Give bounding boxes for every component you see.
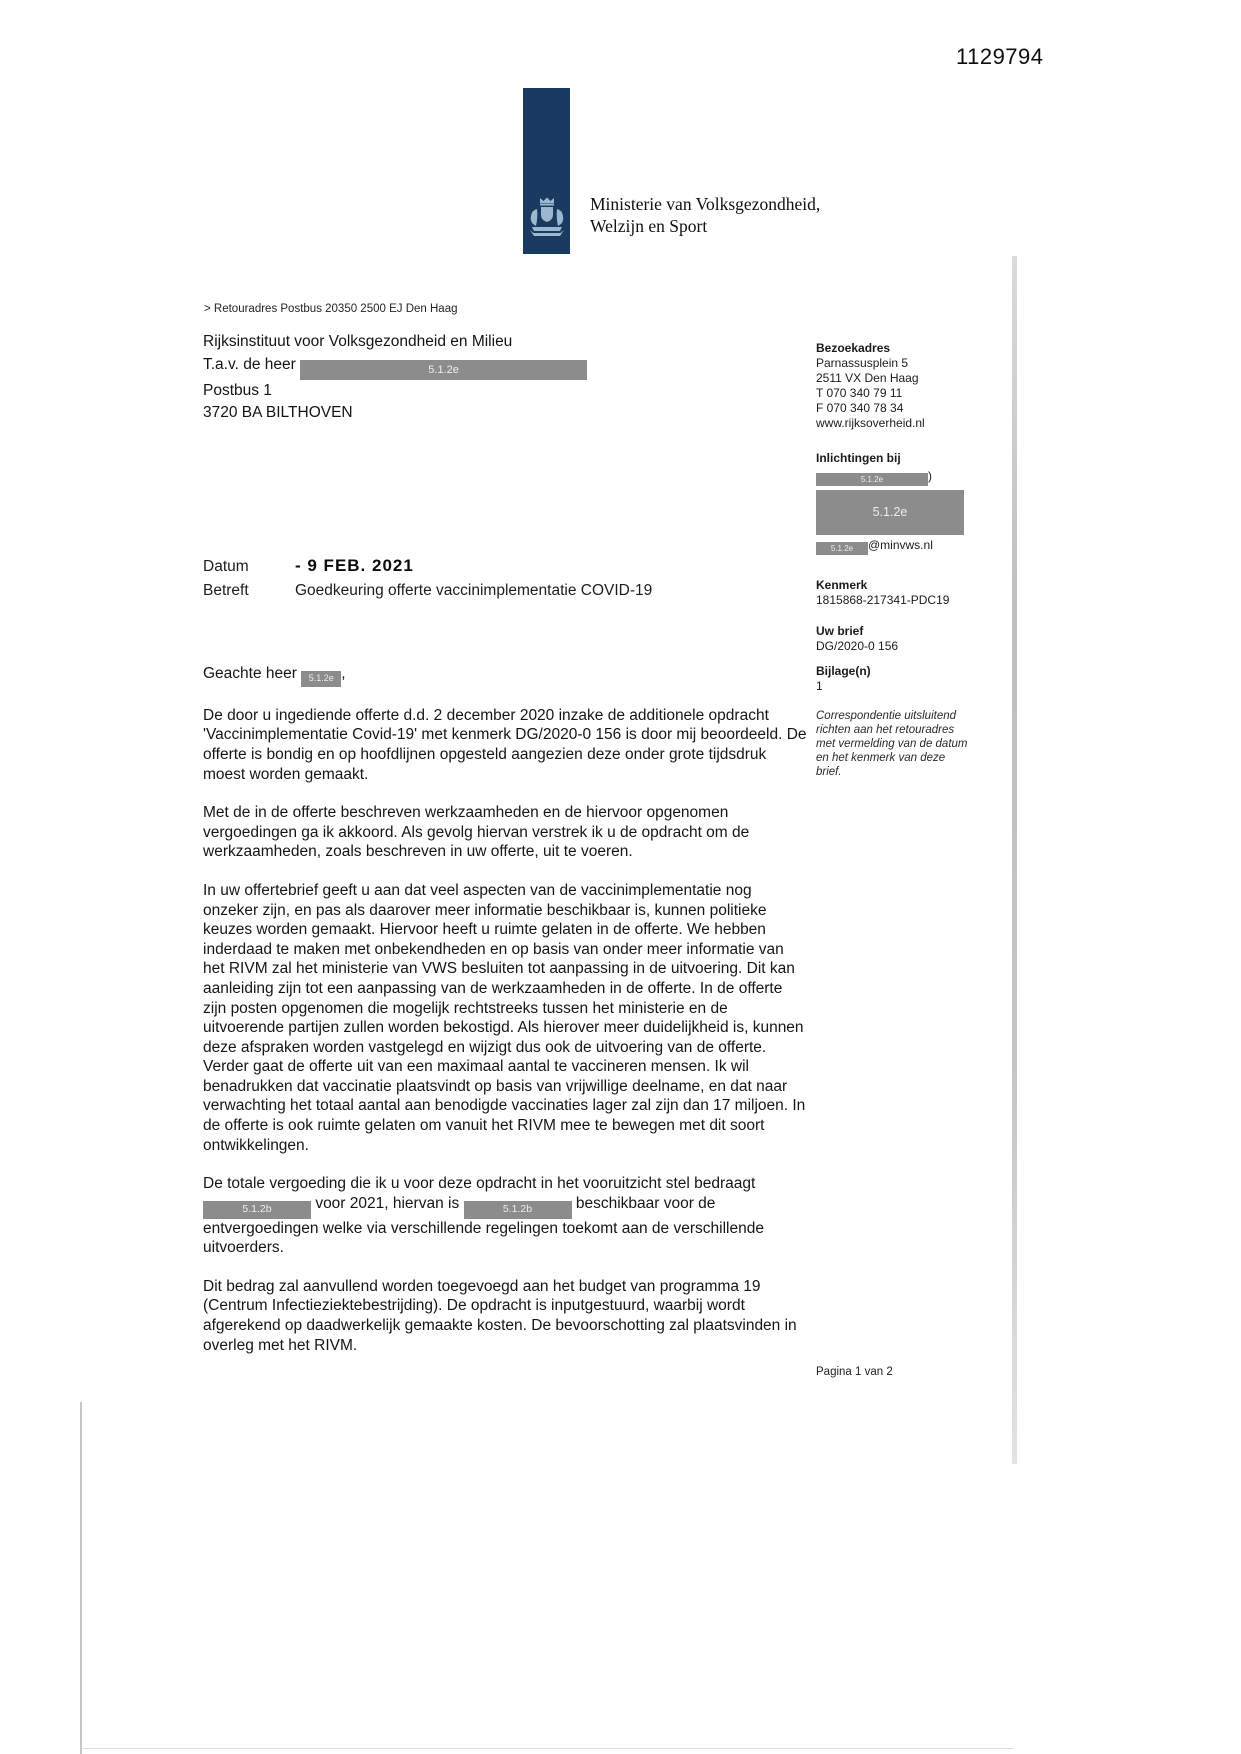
address-line-city: 2511 VX Den Haag [816, 371, 919, 385]
email-domain: @minvws.nl [868, 538, 933, 552]
betreft-row [203, 582, 652, 600]
letter-body [203, 664, 807, 1374]
uw-brief-value: DG/2020-0 156 [816, 639, 899, 653]
redaction-amount-1: 5.1.2b [203, 1201, 311, 1219]
address-line-fax: F 070 340 78 34 [816, 401, 904, 415]
salutation-prefix: Geachte heer [203, 665, 297, 682]
retouradres-line: > Retouradres Postbus 20350 2500 EJ Den Haag [204, 303, 458, 315]
scan-artifact-bottom [81, 1748, 1013, 1749]
paragraph-3: In uw offertebrief geeft u aan dat veel aspecten van de vaccinimplementatie nog onzeker zijn, en pas als daarover meer informatie beschikbaar is, kunnen politieke keuzes worden gemaakt. Hiervoor heeft u ruimte gelaten in de offerte. We hebben inderdaad te maken met onbekendheden en op basis van onder meer informatie van het RIVM zal het ministerie van VWS besluiten tot aanpassing in de uitvoering. Dit kan aanleiding zijn tot een aanpassing van de werkzaamheden in de offerte. In de offerte zijn posten opgenomen die mogelijk rechtstreeks tussen het ministerie en de uitvoerende partijen zullen worden bekostigd. Als hierover meer duidelijkheid is, kunnen deze afspraken worden vastgelegd en wijzigt dus ook de uitvoering van de offerte. Verder gaat de offerte uit van een maximaal aantal te vaccineren mensen. Ik wil benadrukken dat vaccinatie plaatsvindt op basis van vrijwillige deelname, en dat naar verwachting het totaal aantal aan benodigde vaccinaties lager zal zijn dan 17 miljoen. In de offerte is ook ruimte gelaten om vanuit het RIVM mee te bewegen met dit soort ontwikkelingen. [203, 881, 806, 1154]
p4-text-2: voor 2021, hiervan is [315, 1194, 460, 1212]
recipient-attention-line [203, 354, 587, 380]
paragraph-1: De door u ingediende offerte d.d. 2 december 2020 inzake de additionele opdracht 'Vaccinimplementatie Covid-19' met kenmerk DG/2020-0 156 is door mij beoordeeld. De offerte is bondig en op hoofdlijnen opgesteld aangezien deze onder grote tijdsdruk moest worden gemaakt. [203, 706, 807, 783]
kenmerk-value: 1815868-217341-PDC19 [816, 593, 950, 607]
recipient-postbus: Postbus 1 [203, 381, 272, 399]
paragraph-2: Met de in de offerte beschreven werkzaamheden en de hiervoor opgenomen vergoedingen ga ik akkoord. Als gevolg hiervan verstrek ik u de opdracht om de werkzaamheden, zoals beschreven in uw offerte, uit te voeren. [203, 804, 750, 861]
scan-artifact-left [80, 1402, 82, 1754]
ministry-name-line2: Welzijn en Sport [590, 216, 708, 236]
correspondence-note: Correspondentie uitsluitend richten aan het retouradres met vermelding van de datum en het kenmerk van deze brief. [816, 710, 968, 778]
recipient-attention-prefix: T.a.v. de heer [203, 355, 296, 373]
address-line-street: Parnassusplein 5 [816, 356, 909, 370]
contact-name-row [816, 469, 988, 486]
uw-brief-label: Uw brief [816, 624, 864, 638]
dutch-coat-of-arms-icon [528, 196, 566, 238]
bezoekadres-label: Bezoekadres [816, 341, 891, 355]
ministry-name [590, 193, 820, 237]
bijlage-value: 1 [816, 679, 823, 693]
recipient-address-block [203, 331, 587, 425]
inlichtingen-label: Inlichtingen bij [816, 451, 901, 465]
p4-text-1: De totale vergoeding die ik u voor deze opdracht in het vooruitzicht stel bedraagt [203, 1175, 756, 1193]
contact-name-suffix: ) [928, 469, 932, 483]
kenmerk-label: Kenmerk [816, 578, 868, 592]
recipient-city: 3720 BA BILTHOVEN [203, 404, 353, 422]
paragraph-5: Dit bedrag zal aanvullend worden toegevoegd aan het budget van programma 19 (Centrum Infectieziektebestrijding). De opdracht is inputgestuurd, waarbij wordt afgerekend op daadwerkelijk gemaakte kosten. De bevoorschotting zal plaatsvinden in overleg met het RIVM. [203, 1277, 797, 1354]
redaction-recipient-name: 5.1.2e [300, 360, 587, 380]
salutation-suffix: , [341, 665, 346, 682]
scan-artifact-right [1012, 256, 1017, 1464]
bijlage-label: Bijlage(n) [816, 664, 871, 678]
page-indicator: Pagina 1 van 2 [816, 1366, 893, 1378]
redaction-email-localpart: 5.1.2e [816, 542, 868, 555]
redaction-contact-block: 5.1.2e [816, 490, 964, 535]
address-line-phone: T 070 340 79 11 [816, 386, 903, 400]
meta-block [203, 556, 652, 606]
redaction-amount-2: 5.1.2b [464, 1201, 572, 1219]
logo-ribbon [523, 88, 570, 254]
date-stamp: - 9 FEB. 2021 [295, 556, 414, 575]
redaction-salutation-name: 5.1.2e [301, 671, 341, 687]
letter-sidebar [816, 341, 988, 779]
ministry-name-line1: Ministerie van Volksgezondheid, [590, 194, 821, 214]
recipient-organisation: Rijksinstituut voor Volksgezondheid en Milieu [203, 333, 513, 350]
address-line-website: www.rijksoverheid.nl [816, 416, 925, 430]
salutation [203, 664, 807, 687]
paragraph-4 [203, 1174, 807, 1258]
datum-row [203, 556, 652, 576]
contact-email-row [816, 538, 988, 555]
p4-text-3: beschikbaar voor de entvergoedingen welke via verschillende regelingen toekomt aan de verschillende uitvoerders. [203, 1194, 764, 1257]
betreft-label: Betreft [203, 582, 249, 599]
betreft-value: Goedkeuring offerte vaccinimplementatie COVID-19 [295, 582, 653, 599]
redaction-contact-name: 5.1.2e [816, 473, 928, 486]
document-number: 1129794 [956, 44, 1044, 69]
datum-label: Datum [203, 558, 249, 575]
